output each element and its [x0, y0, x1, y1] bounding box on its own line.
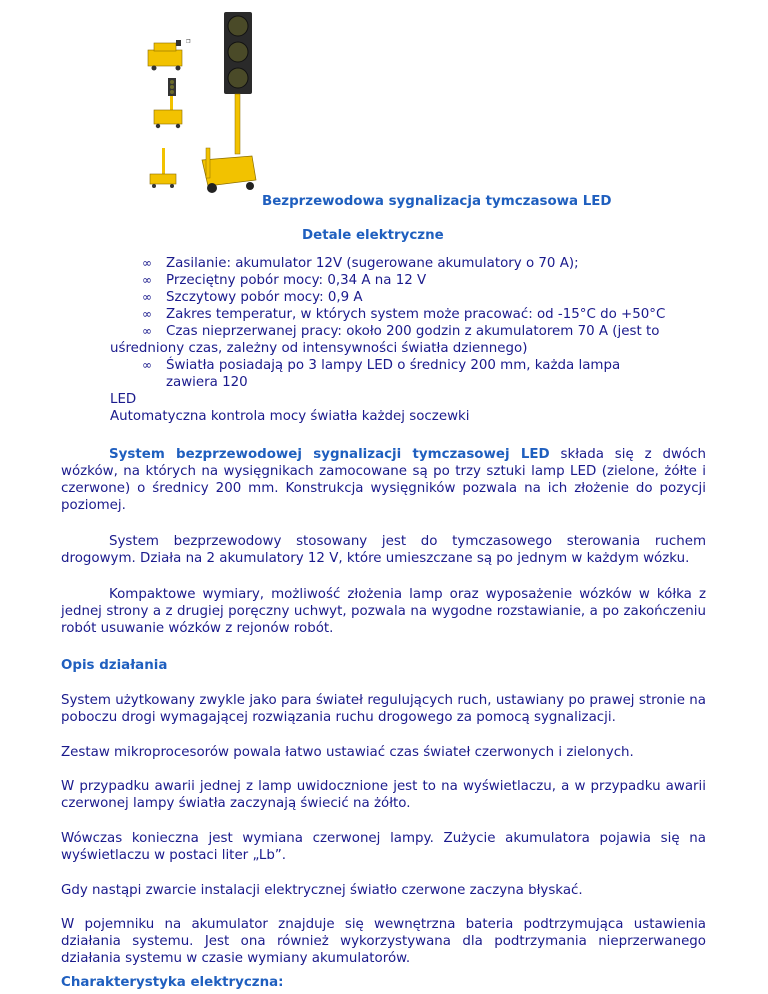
list-item	[142, 255, 670, 272]
list-item	[142, 357, 670, 391]
list-item-wrap: uśredniony czas, zależny od intensywności światła dziennego)	[110, 341, 528, 356]
paragraph	[61, 446, 706, 514]
list-item-text: Zakres temperatur, w których system może pracować: od -15°C do +50°C	[166, 307, 666, 322]
paragraph: System użytkowany zwykle jako para świateł regulujących ruch, ustawiany po prawej stronie na poboczu drogi wymagającej rozwiązania ruchu drogowego za pomocą sygnalizacji.	[61, 693, 706, 725]
product-image	[140, 10, 260, 195]
svg-text:❐: ❐	[186, 39, 191, 45]
paragraph-text: Kompaktowe wymiary, możliwość złożenia lamp oraz wyposażenie wózków w kółka z jednej strony a z drugiej poręczny uchwyt, pozwala na wygodne rozstawianie, a po zakończeniu robót usuwanie wózków z rejonów robót.	[61, 587, 706, 636]
paragraph-text: składa się z dwóch wózków, na których na wysięgnikach zamocowane są po trzy sztuki lamp LED (zielone, żółte i czerwone) o średnicy 200 mm. Konstrukcja wysięgników pozwala na ich złożenie do pozycji poziomej.	[61, 447, 706, 513]
paragraph: Zestaw mikroprocesorów powala łatwo ustawiać czas świateł czerwonych i zielonych.	[61, 745, 634, 760]
paragraph: W pojemniku na akumulator znajduje się wewnętrzna bateria podtrzymująca ustawienia działania systemu. Jest ona również wykorzystywana dla podtrzymania nieprzerwanego działania systemu w czasie wymiany akumulatorów.	[61, 917, 706, 966]
list-item-text: Czas nieprzerwanej pracy: około 200 godzin z akumulatorem 70 A (jest to	[166, 324, 660, 339]
traffic-light-cart-icon	[202, 12, 256, 193]
paragraph: Wówczas konieczna jest wymiana czerwonej lampy. Zużycie akumulatora pojawia się na wyświetlaczu w postaci liter „Lb”.	[61, 831, 706, 863]
list-item	[142, 272, 670, 289]
paragraph-emphasis: System bezprzewodowej sygnalizacji tymczasowej LED	[109, 447, 550, 462]
list-extra-line: Automatyczna kontrola mocy światła każdej soczewki	[110, 409, 470, 424]
list-item	[142, 306, 670, 323]
cart-frame-icon	[150, 148, 176, 188]
paragraph	[61, 586, 706, 637]
spec-list	[110, 255, 670, 425]
list-item-text: Światła posiadają po 3 lampy LED o średnicy 200 mm, każda lampa zawiera 120	[166, 358, 621, 390]
list-item	[142, 289, 670, 306]
cart-folded-icon	[148, 39, 191, 71]
list-item	[142, 323, 670, 340]
list-item-text: Zasilanie: akumulator 12V (sugerowane akumulatory o 70 A);	[166, 256, 579, 271]
paragraph: W przypadku awarii jednej z lamp uwidocznione jest to na wyświetlaczu, a w przypadku awarii czerwonej lampy światła zaczynają świecić na żółto.	[61, 779, 706, 811]
section-subtitle: Detale elektryczne	[302, 228, 444, 243]
cart-small-icon	[154, 78, 182, 128]
paragraph: Gdy nastąpi zwarcie instalacji elektrycznej światło czerwone zaczyna błyskać.	[61, 883, 583, 898]
list-item-text: Szczytowy pobór mocy: 0,9 A	[166, 290, 363, 305]
section-heading: Charakterystyka elektryczna:	[61, 975, 284, 990]
paragraph	[61, 533, 706, 567]
list-item-wrap: LED	[110, 392, 137, 407]
paragraph-text: System bezprzewodowy stosowany jest do tymczasowego sterowania ruchem drogowym. Działa na 2 akumulatory 12 V, które umieszczane są po jednym w każdym wózku.	[61, 534, 706, 566]
page-title: Bezprzewodowa sygnalizacja tymczasowa LED	[262, 194, 612, 209]
section-heading: Opis działania	[61, 658, 168, 673]
list-item-text: Przeciętny pobór mocy: 0,34 A na 12 V	[166, 273, 427, 288]
